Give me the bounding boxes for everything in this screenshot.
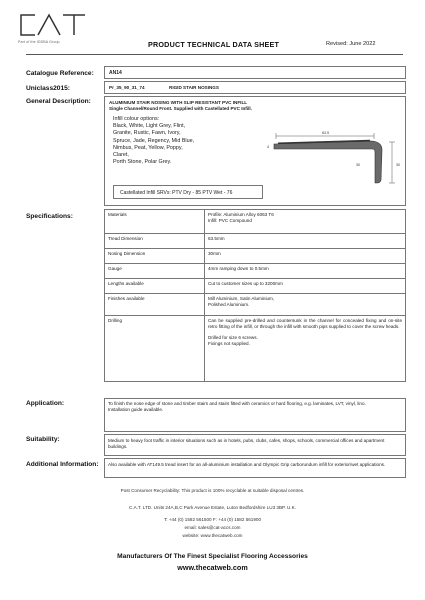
footer-url[interactable]: www.thecatweb.com <box>177 563 248 572</box>
colour-line: Spruce, Jade, Regency, Mid Blue, <box>113 137 195 144</box>
srv-values: Castellated Infill SRVs: PTV Dry - 85 PTV Wet - 76 <box>120 189 233 196</box>
email-address[interactable]: email: sales@cat-accs.com <box>184 525 241 530</box>
srv-box <box>113 185 263 199</box>
cat-logo-icon <box>18 12 88 38</box>
suitability-text: Medium to heavy foot traffic in interior situations such as in hotels, pubs, clubs, cafes, shops, schools, commercial offices and apartment buildings. <box>108 437 385 449</box>
table-row <box>105 279 406 294</box>
spec-value: Mill Aluminium, Satin Aluminium, Polished Aluminium. <box>205 294 406 316</box>
depth-dimension: 30 <box>396 163 400 167</box>
recyclability-note: Post Consumer Recyclability: This product is 100% recyclable at suitable disposal centres. <box>120 488 305 493</box>
profile-drawing <box>254 128 408 194</box>
header-divider <box>26 54 403 55</box>
spec-name: Materials <box>105 210 205 234</box>
catalogue-label: Catalogue Reference: <box>26 70 94 77</box>
uniclass-label: Uniclass2015: <box>26 85 70 92</box>
general-subtitle: Single Channel/Round Front. Supplied with Castellated PVC Infill. <box>109 106 252 111</box>
colour-options <box>113 116 194 166</box>
table-row <box>105 210 406 234</box>
spec-name: Nosing Dimension <box>105 249 205 264</box>
spec-value: 4mm ramping down to 0.5mm <box>205 264 406 279</box>
company-logo <box>18 12 118 52</box>
depth-dimension-inner: 30 <box>356 163 360 167</box>
application-label: Application: <box>26 400 65 407</box>
colour-line: Nimbus, Peat, Yellow, Poppy, <box>113 144 183 151</box>
spec-value: 63.5mm <box>205 234 406 249</box>
additional-label: Additional Information: <box>26 461 99 468</box>
spec-value: Can be supplied pre-drilled and countersunk in the channel for concealed fixing and on-site retro fitting of the infill, or through the infill with smooth pips supplied to cover the screw heads. Drilled for size 6 screws. Fixings not supplied. <box>205 316 406 382</box>
footer-tagline: Manufacturers Of The Finest Specialist Flooring Accessories <box>117 553 308 560</box>
general-label: General Description: <box>26 98 91 105</box>
suitability-box <box>104 434 406 456</box>
spec-name: Finishes available <box>105 294 205 316</box>
additional-box <box>104 458 406 478</box>
table-row <box>105 264 406 279</box>
suitability-label: Suitability: <box>26 436 60 443</box>
phone-fax: T: +44 (0) 1582 561500 F: +44 (0) 1582 561900 <box>163 517 262 522</box>
width-dimension: 63.5 <box>322 131 329 135</box>
website-address[interactable]: website: www.thecatweb.com <box>182 533 243 538</box>
company-address: C.A.T. LTD. Units 24A,B,C Park Avenue Estate, Luton Bedfordshire LU3 3BP. U.K. <box>129 505 296 510</box>
colour-line: Claret, <box>113 152 129 159</box>
additional-text: Also available with AT149.5 tread insert for an all-aluminium installation and Olympic Grip carborundum infill for exterior/wet applications. <box>108 461 386 467</box>
catalogue-box <box>104 66 406 79</box>
colour-line: Granite, Rustic, Fawn, Ivory, <box>113 130 181 137</box>
specifications-label: Specifications: <box>26 213 73 220</box>
colour-line: Black, White, Light Grey, Flint, <box>113 123 186 130</box>
revision-date: Revised: June 2022 <box>326 41 376 47</box>
spec-value: Cut to customer sizes up to 3200mm <box>205 279 406 294</box>
colour-line: Infill colour options: <box>113 116 160 122</box>
table-row <box>105 316 406 382</box>
spec-name: Drilling <box>105 316 205 382</box>
document-title: PRODUCT TECHNICAL DATA SHEET <box>148 40 280 49</box>
table-row <box>105 294 406 316</box>
specifications-table <box>104 209 406 382</box>
application-text: To finish the nose edge of stone and timber stairs and stairs fitted with ceramics or hard flooring, e.g. laminates, LVT, vinyl, lino. Installation guide available. <box>108 401 366 413</box>
spec-value: 30mm <box>205 249 406 264</box>
uniclass-code: Pr_35_90_31_74 <box>109 84 145 90</box>
step-dimension: 4 <box>267 145 269 149</box>
spec-value: Profile: Aluminium Alloy 6063 T6 Infill: PVC Compound <box>205 210 406 234</box>
table-row <box>105 249 406 264</box>
logo-caption: Part of the IDDBA Group <box>18 40 60 44</box>
spec-name: Tread Dimension <box>105 234 205 249</box>
spec-name: Gauge <box>105 264 205 279</box>
general-title: ALUMINIUM STAIR NOSING WITH SLIP RESISTANT PVC INFILL <box>109 100 248 105</box>
application-box <box>104 398 406 432</box>
catalogue-value: AN14 <box>109 69 122 76</box>
spec-name: Lengths available <box>105 279 205 294</box>
uniclass-description: RIGID STAIR NOSINGS <box>169 84 219 90</box>
table-row <box>105 234 406 249</box>
uniclass-box <box>104 81 406 94</box>
colour-line: Porth Stone, Polar Grey. <box>113 159 172 166</box>
